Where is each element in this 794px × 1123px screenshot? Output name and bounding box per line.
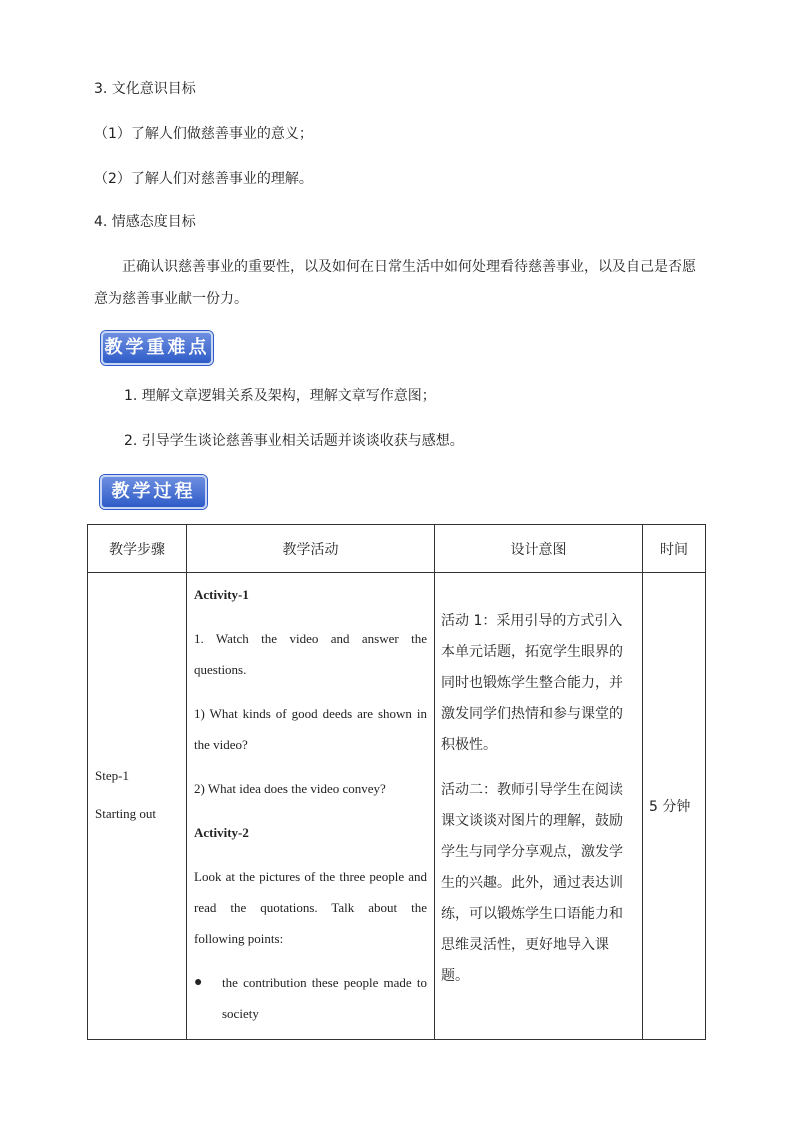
section3-item-2: （2）了解人们对慈善事业的理解。 bbox=[94, 171, 313, 187]
activity2-bullet-text: the contribution these people made to society bbox=[222, 975, 427, 1021]
section4-title: 4. 情感态度目标 bbox=[94, 214, 196, 230]
activity-cell bbox=[187, 573, 435, 1040]
intent-cell bbox=[435, 573, 643, 1040]
process-badge: 教学过程 bbox=[100, 475, 207, 509]
header-time: 时间 bbox=[643, 525, 706, 573]
section3-item-1: （1）了解人们做慈善事业的意义； bbox=[94, 126, 313, 142]
step-name: Starting out bbox=[95, 806, 157, 821]
section3-title: 3. 文化意识目标 bbox=[94, 81, 196, 97]
section4-paragraph: 正确认识慈善事业的重要性，以及如何在日常生活中如何处理看待慈善事业，以及自己是否愿意为慈善事业献一份力。 bbox=[94, 259, 696, 307]
intent-1: 活动 1：采用引导的方式引入本单元话题，拓宽学生眼界的同时也锻炼学生整合能力，并激发同学们热情和参与课堂的积极性。 bbox=[441, 613, 623, 753]
table-row bbox=[88, 573, 706, 1040]
header-activity: 教学活动 bbox=[187, 525, 435, 573]
key-point-2: 2. 引导学生谈论慈善事业相关话题并谈谈收获与感想。 bbox=[124, 433, 464, 449]
activity1-line-3: 2) What idea does the video convey? bbox=[194, 781, 386, 796]
bullet-dot-icon: ● bbox=[194, 975, 203, 990]
intent-2: 活动二：教师引导学生在阅读课文谈谈对图片的理解，鼓励学生与同学分享观点，激发学生的兴趣。此外，通过表达训练，可以锻炼学生口语能力和思维灵活性，更好地导入课题。 bbox=[441, 782, 623, 984]
step-cell bbox=[88, 573, 187, 1040]
key-point-1: 1. 理解文章逻辑关系及架构，理解文章写作意图； bbox=[124, 388, 436, 404]
lesson-plan-table bbox=[87, 524, 706, 1040]
activity1-line-2: 1) What kinds of good deeds are shown in the video? bbox=[194, 706, 427, 752]
activity2-title: Activity-2 bbox=[194, 825, 249, 840]
activity2-text: Look at the pictures of the three people and read the quotations. Talk about the following points: bbox=[194, 869, 427, 946]
table-header-row bbox=[88, 525, 706, 573]
activity1-title: Activity-1 bbox=[194, 587, 249, 602]
time-cell: 5 分钟 bbox=[643, 573, 706, 1040]
activity1-line-1: 1. Watch the video and answer the questions. bbox=[194, 631, 427, 677]
header-intent: 设计意图 bbox=[435, 525, 643, 573]
key-points-badge: 教学重难点 bbox=[101, 331, 213, 365]
step-number: Step-1 bbox=[95, 768, 129, 783]
activity2-bullet-item bbox=[194, 967, 427, 1029]
header-step: 教学步骤 bbox=[88, 525, 187, 573]
